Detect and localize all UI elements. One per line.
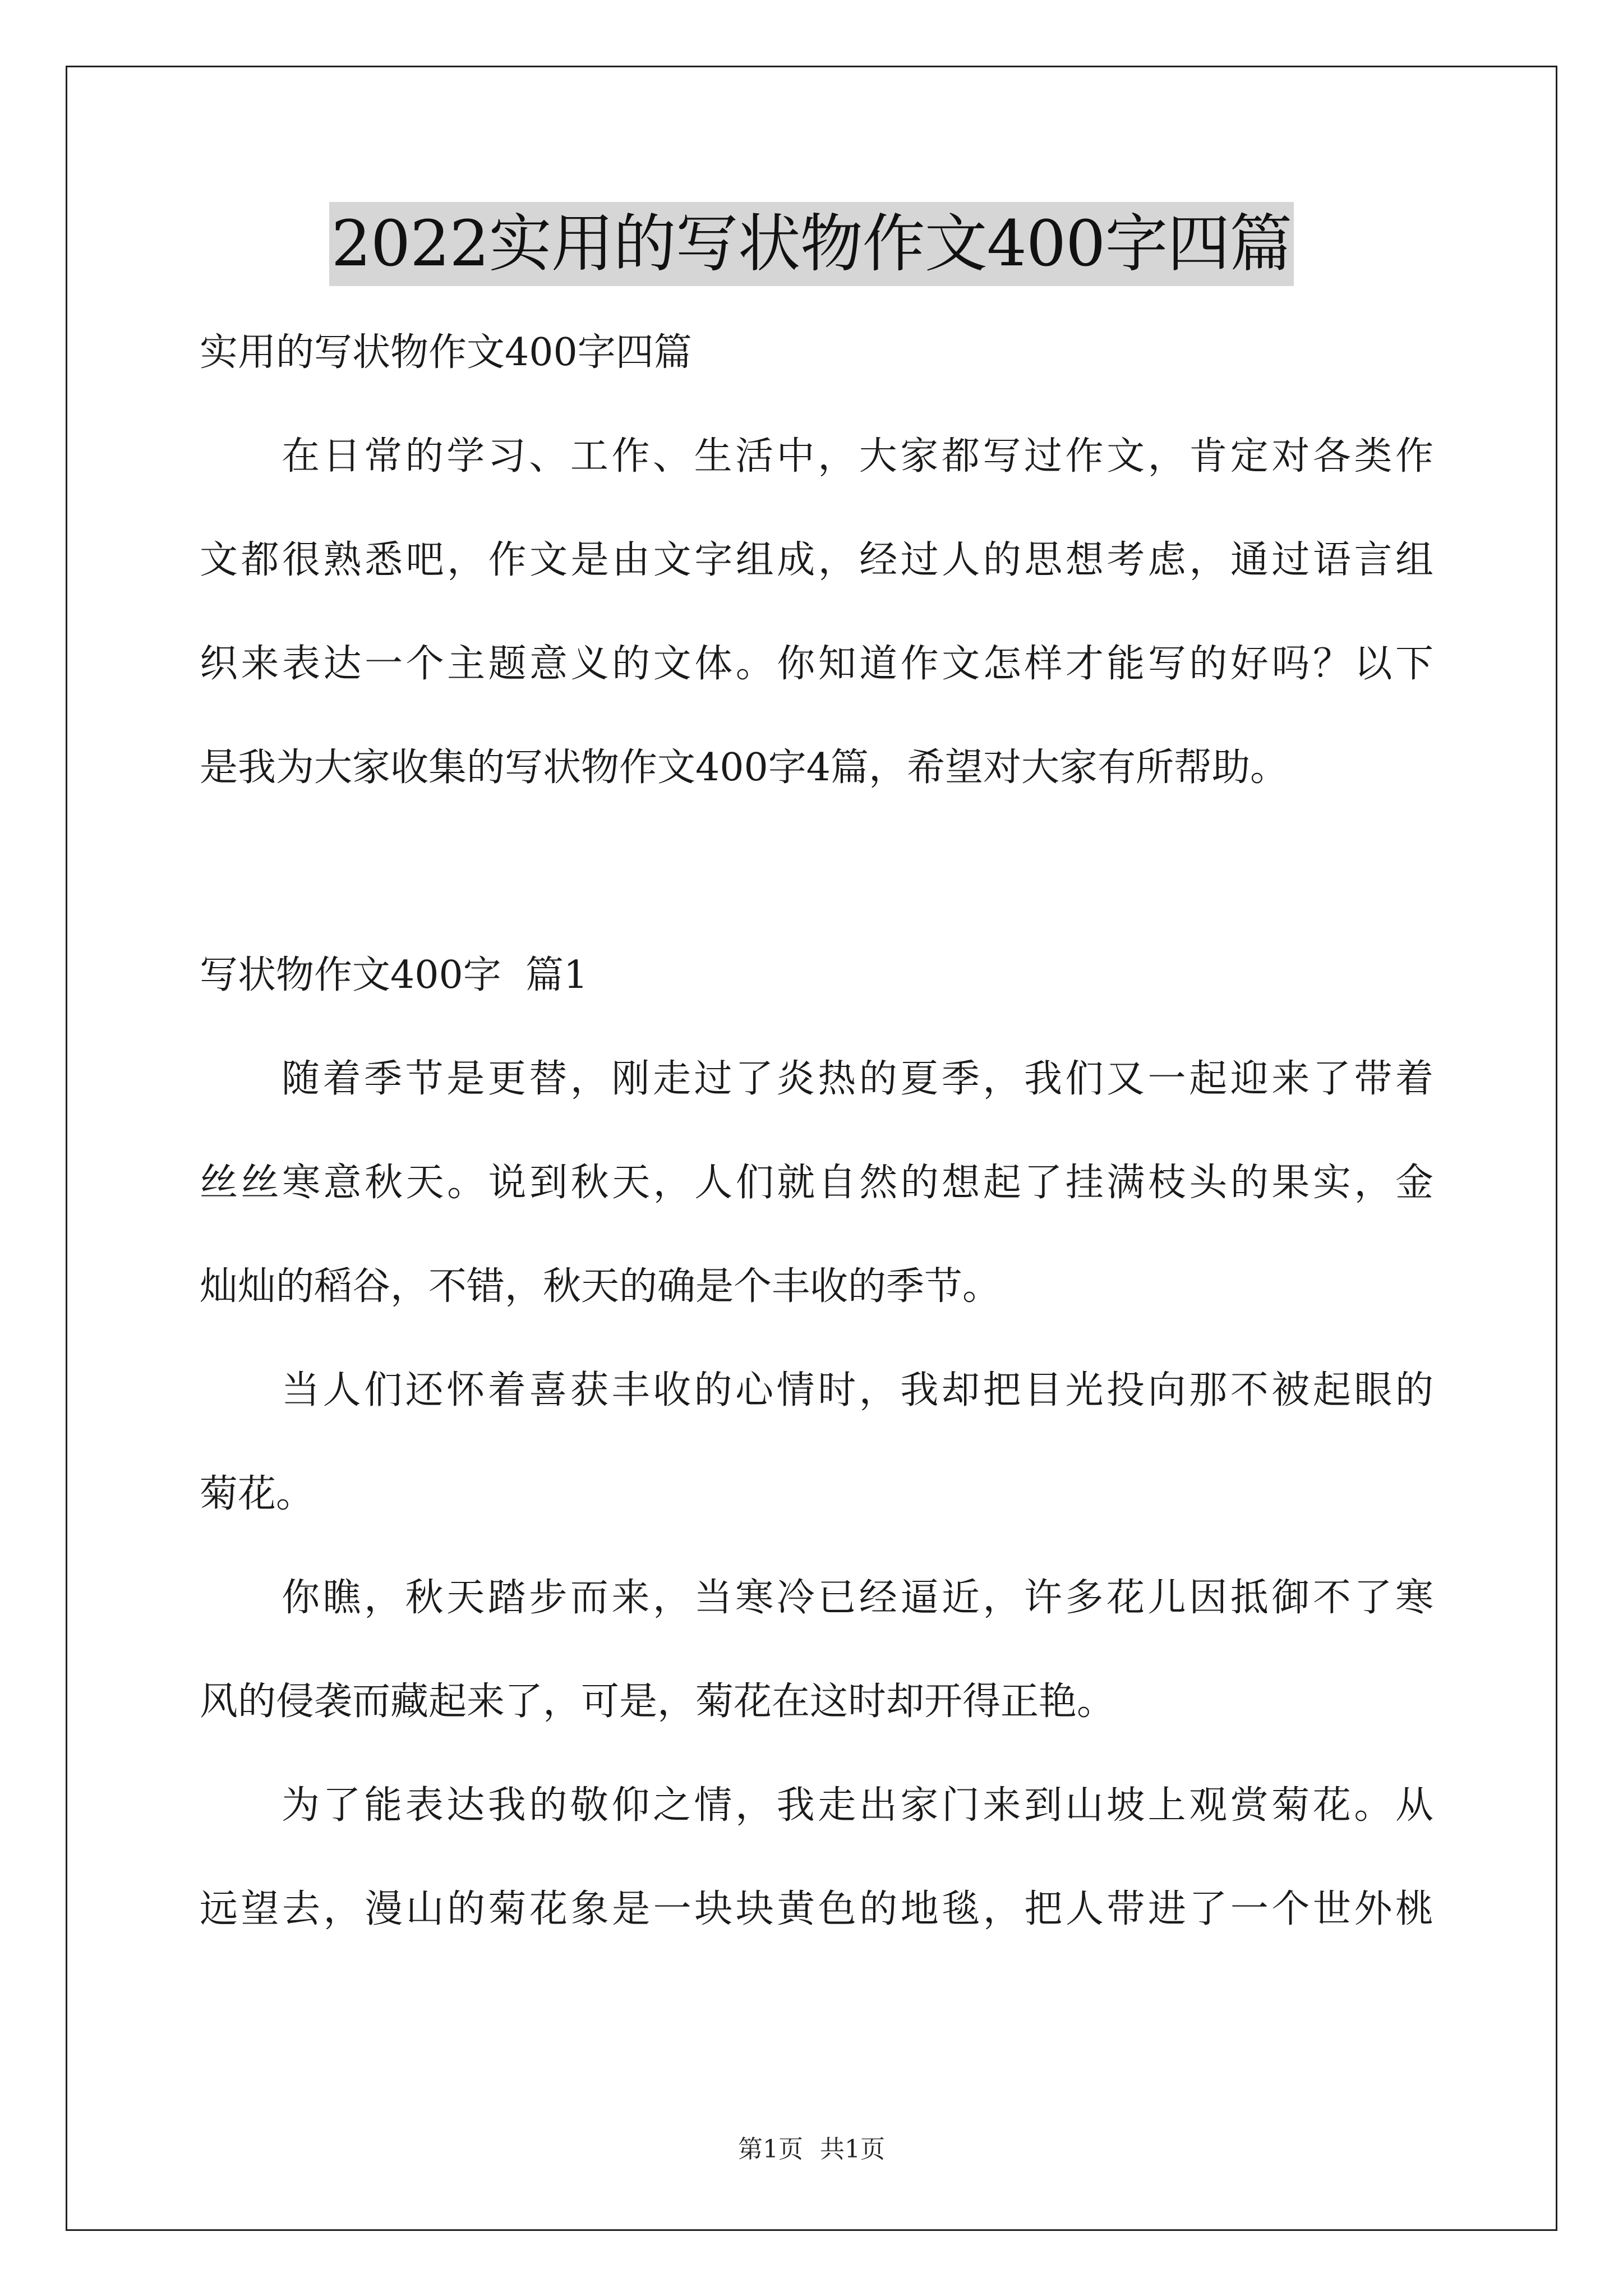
paragraph-line: 风的侵袭而藏起来了，可是，菊花在这时却开得正艳。 <box>200 1680 1115 1724</box>
section-heading: 写状物作文400字 篇1 <box>200 953 588 997</box>
page-number-total: 共1页 <box>820 2135 885 2164</box>
paragraph-line: 灿灿的稻谷，不错，秋天的确是个丰收的季节。 <box>200 1264 1001 1309</box>
intro-line: 文都很熟悉吧，作文是由文字组成，经过人的思想考虑，通过语言组 <box>200 538 1433 582</box>
document-body <box>200 301 1433 1961</box>
paragraph-line: 远望去，漫山的菊花象是一块块黄色的地毯，把人带进了一个世外桃 <box>200 1887 1433 1931</box>
paragraph-line: 丝丝寒意秋天。说到秋天，人们就自然的想起了挂满枝头的果实，金 <box>200 1161 1433 1205</box>
intro-line: 织来表达一个主题意义的文体。你知道作文怎样才能写的好吗？以下 <box>200 642 1433 686</box>
intro-line: 是我为大家收集的写状物作文400字4篇，希望对大家有所帮助。 <box>200 746 1289 790</box>
paragraph-line: 为了能表达我的敬仰之情，我走出家门来到山坡上观赏菊花。从 <box>282 1783 1433 1828</box>
document-subtitle: 实用的写状物作文400字四篇 <box>200 330 692 375</box>
paragraph-line: 当人们还怀着喜获丰收的心情时，我却把目光投向那不被起眼的 <box>282 1368 1433 1412</box>
page-number-current: 第1页 <box>738 2135 803 2164</box>
intro-line: 在日常的学习、工作、生活中，大家都写过作文，肯定对各类作 <box>282 434 1433 478</box>
section-gap <box>200 820 1433 923</box>
page-footer <box>0 2129 1623 2165</box>
document-title: 2022实用的写状物作文400字四篇 <box>329 202 1294 286</box>
paragraph-line: 菊花。 <box>200 1472 315 1516</box>
paragraph-line: 随着季节是更替，刚走过了炎热的夏季，我们又一起迎来了带着 <box>282 1057 1433 1101</box>
title-container <box>0 202 1623 286</box>
paragraph-line: 你瞧，秋天踏步而来，当寒冷已经逼近，许多花儿因抵御不了寒 <box>282 1576 1433 1620</box>
